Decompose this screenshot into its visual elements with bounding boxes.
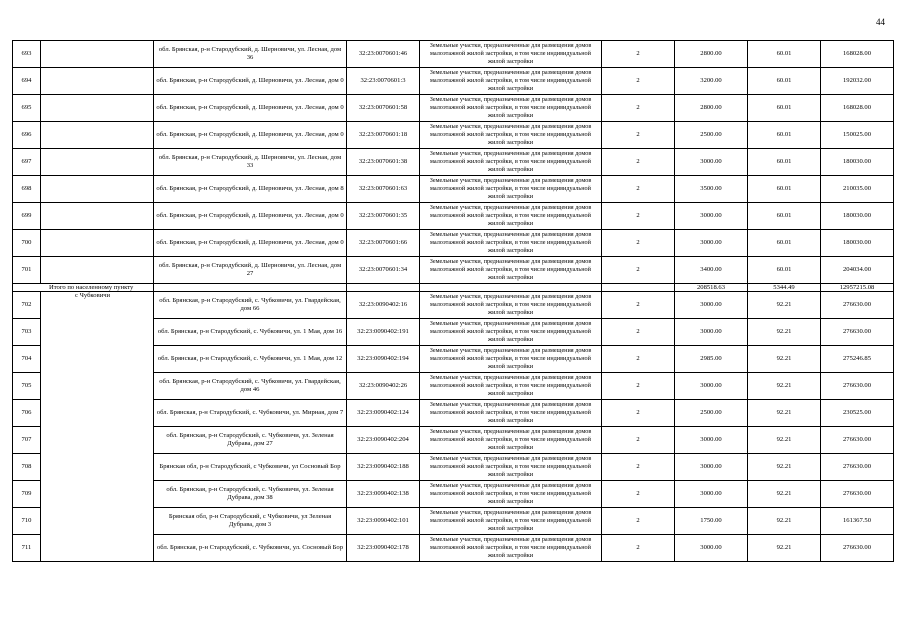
land-purpose-cell: Земельные участки, предназначенные для размещения домов малоэтажной жилой застройки, в том числе индивидуальной жилой застройки [420, 41, 602, 68]
cadastral-value-cell: 276630.00 [821, 427, 894, 454]
cadastral-value-cell: 276630.00 [821, 319, 894, 346]
rate-cell: 60.01 [748, 68, 821, 95]
table-body-shernovichi [13, 41, 894, 284]
land-purpose-cell: Земельные участки, предназначенные для размещения домов малоэтажной жилой застройки, в том числе индивидуальной жилой застройки [420, 122, 602, 149]
table-row [13, 122, 894, 149]
locality-cell [41, 41, 154, 68]
category-cell: 2 [602, 95, 675, 122]
address-cell: обл. Брянская, р-н Стародубский, д. Шерновичи, ул. Лесная, дом 8 [154, 176, 347, 203]
row-number: 695 [13, 95, 41, 122]
address-cell: обл. Брянская, р-н Стародубский, с. Чубковичи, ул. Гвардейская, дом 46 [154, 373, 347, 400]
table-row [13, 292, 894, 319]
cadastral-value-cell: 180030.00 [821, 203, 894, 230]
rate-cell: 60.01 [748, 122, 821, 149]
locality-cell [41, 176, 154, 203]
locality-cell [41, 122, 154, 149]
area-cell: 3000.00 [675, 230, 748, 257]
address-cell: обл. Брянская, р-н Стародубский, д. Шерновичи, ул. Лесная, дом 0 [154, 68, 347, 95]
category-cell: 2 [602, 346, 675, 373]
area-cell: 2985.00 [675, 346, 748, 373]
area-cell: 3200.00 [675, 68, 748, 95]
cadastral-value-cell: 276630.00 [821, 481, 894, 508]
cadastral-number-cell: 32:23:0070601:46 [347, 41, 420, 68]
row-number: 702 [13, 292, 41, 319]
cadastral-value-cell: 210035.00 [821, 176, 894, 203]
subtotal-label: Итого по населенному пункту [13, 284, 154, 292]
table-row [13, 41, 894, 68]
table-row [13, 68, 894, 95]
category-cell: 2 [602, 230, 675, 257]
locality-cell [41, 257, 154, 284]
rate-cell: 92.21 [748, 535, 821, 562]
land-purpose-cell: Земельные участки, предназначенные для размещения домов малоэтажной жилой застройки, в том числе индивидуальной жилой застройки [420, 481, 602, 508]
area-cell: 3000.00 [675, 292, 748, 319]
address-cell: Брянская обл, р-н Стародубский, с Чубковичи, ул Зеленая Дубрава, дом 3 [154, 508, 347, 535]
area-cell: 3500.00 [675, 176, 748, 203]
area-cell: 3000.00 [675, 373, 748, 400]
land-purpose-cell: Земельные участки, предназначенные для размещения домов малоэтажной жилой застройки, в том числе индивидуальной жилой застройки [420, 373, 602, 400]
cadastral-number-cell: 32:23:0090402:138 [347, 481, 420, 508]
rate-cell: 92.21 [748, 373, 821, 400]
category-cell: 2 [602, 149, 675, 176]
category-cell: 2 [602, 203, 675, 230]
cadastral-number-cell: 32:23:0070601:3 [347, 68, 420, 95]
rate-cell: 60.01 [748, 41, 821, 68]
rate-cell: 92.21 [748, 481, 821, 508]
cadastral-number-cell: 32:23:0090402:204 [347, 427, 420, 454]
category-cell: 2 [602, 257, 675, 284]
table-row [13, 230, 894, 257]
locality-cell [41, 149, 154, 176]
subtotal-empty-cell [154, 284, 347, 292]
cadastral-number-cell: 32:23:0090402:101 [347, 508, 420, 535]
cadastral-number-cell: 32:23:0070601:35 [347, 203, 420, 230]
area-cell: 1750.00 [675, 508, 748, 535]
cadastral-value-cell: 168028.00 [821, 95, 894, 122]
address-cell: обл. Брянская, р-н Стародубский, д. Шерновичи, ул. Лесная, дом 0 [154, 122, 347, 149]
address-cell: обл. Брянская, р-н Стародубский, с. Чубковичи, ул. Сосновый Бор [154, 535, 347, 562]
category-cell: 2 [602, 454, 675, 481]
address-cell: обл. Брянская, р-н Стародубский, д. Шерновичи, ул. Лесная, дом 0 [154, 230, 347, 257]
cadastral-value-cell: 276630.00 [821, 292, 894, 319]
table-row [13, 257, 894, 284]
locality-cell [41, 230, 154, 257]
rate-cell: 92.21 [748, 400, 821, 427]
category-cell: 2 [602, 535, 675, 562]
address-cell: обл. Брянская, р-н Стародубский, д. Шерновичи, ул. Лесная, дом 36 [154, 41, 347, 68]
cadastral-value-cell: 276630.00 [821, 373, 894, 400]
area-cell: 3000.00 [675, 454, 748, 481]
cadastral-number-cell: 32:23:0090402:124 [347, 400, 420, 427]
rate-cell: 92.21 [748, 292, 821, 319]
area-cell: 2500.00 [675, 122, 748, 149]
row-number: 710 [13, 508, 41, 535]
land-purpose-cell: Земельные участки, предназначенные для размещения домов малоэтажной жилой застройки, в том числе индивидуальной жилой застройки [420, 230, 602, 257]
cadastral-value-cell: 275246.85 [821, 346, 894, 373]
locality-cell [41, 203, 154, 230]
rate-cell: 60.01 [748, 230, 821, 257]
rate-cell: 60.01 [748, 149, 821, 176]
land-purpose-cell: Земельные участки, предназначенные для размещения домов малоэтажной жилой застройки, в том числе индивидуальной жилой застройки [420, 400, 602, 427]
area-cell: 3000.00 [675, 203, 748, 230]
address-cell: обл. Брянская, р-н Стародубский, с. Чубковичи, ул. Зеленая Дубрава, дом 38 [154, 481, 347, 508]
row-number: 696 [13, 122, 41, 149]
category-cell: 2 [602, 176, 675, 203]
cadastral-number-cell: 32:23:0070601:18 [347, 122, 420, 149]
row-number: 693 [13, 41, 41, 68]
cadastral-number-cell: 32:23:0070601:58 [347, 95, 420, 122]
locality-name: с Чубковичи [41, 292, 154, 562]
land-purpose-cell: Земельные участки, предназначенные для размещения домов малоэтажной жилой застройки, в том числе индивидуальной жилой застройки [420, 346, 602, 373]
cadastral-number-cell: 32:23:0070601:34 [347, 257, 420, 284]
row-number: 699 [13, 203, 41, 230]
page-number: 44 [876, 17, 885, 27]
cadastral-number-cell: 32:23:0090402:188 [347, 454, 420, 481]
rate-cell: 92.21 [748, 346, 821, 373]
land-purpose-cell: Земельные участки, предназначенные для размещения домов малоэтажной жилой застройки, в том числе индивидуальной жилой застройки [420, 454, 602, 481]
address-cell: Брянская обл, р-н Стародубский, с Чубковичи, ул Сосновый Бор [154, 454, 347, 481]
cadastral-number-cell: 32:23:0070601:38 [347, 149, 420, 176]
table-row [13, 203, 894, 230]
area-cell: 3400.00 [675, 257, 748, 284]
row-number: 701 [13, 257, 41, 284]
area-cell: 3000.00 [675, 535, 748, 562]
locality-cell [41, 95, 154, 122]
address-cell: обл. Брянская, р-н Стародубский, д. Шерновичи, ул. Лесная, дом 0 [154, 203, 347, 230]
cadastral-value-cell: 276630.00 [821, 454, 894, 481]
cadastral-value-cell: 276630.00 [821, 535, 894, 562]
cadastral-number-cell: 32:23:0090402:178 [347, 535, 420, 562]
land-purpose-cell: Земельные участки, предназначенные для размещения домов малоэтажной жилой застройки, в том числе индивидуальной жилой застройки [420, 95, 602, 122]
row-number: 700 [13, 230, 41, 257]
category-cell: 2 [602, 427, 675, 454]
category-cell: 2 [602, 68, 675, 95]
cadastral-value-cell: 192032.00 [821, 68, 894, 95]
rate-cell: 92.21 [748, 427, 821, 454]
row-number: 697 [13, 149, 41, 176]
area-cell: 3000.00 [675, 427, 748, 454]
cadastral-number-cell: 32:23:0090402:194 [347, 346, 420, 373]
rate-cell: 60.01 [748, 257, 821, 284]
area-cell: 2800.00 [675, 41, 748, 68]
row-number: 711 [13, 535, 41, 562]
category-cell: 2 [602, 481, 675, 508]
rate-cell: 60.01 [748, 95, 821, 122]
land-purpose-cell: Земельные участки, предназначенные для размещения домов малоэтажной жилой застройки, в том числе индивидуальной жилой застройки [420, 68, 602, 95]
address-cell: обл. Брянская, р-н Стародубский, с. Чубковичи, ул. 1 Мая, дом 12 [154, 346, 347, 373]
area-cell: 3000.00 [675, 149, 748, 176]
land-purpose-cell: Земельные участки, предназначенные для размещения домов малоэтажной жилой застройки, в том числе индивидуальной жилой застройки [420, 508, 602, 535]
cadastral-number-cell: 32:23:0090402:191 [347, 319, 420, 346]
subtotal-rate: 5344.49 [748, 284, 821, 292]
row-number: 704 [13, 346, 41, 373]
table-subtotal [13, 284, 894, 292]
locality-cell [41, 68, 154, 95]
address-cell: обл. Брянская, р-н Стародубский, с. Чубковичи, ул. Зеленая Дубрава, дом 27 [154, 427, 347, 454]
category-cell: 2 [602, 508, 675, 535]
category-cell: 2 [602, 319, 675, 346]
cadastral-value-cell: 180030.00 [821, 230, 894, 257]
subtotal-empty-cell [602, 284, 675, 292]
category-cell: 2 [602, 400, 675, 427]
table-body-chubkovichi [13, 292, 894, 562]
subtotal-empty-cell [420, 284, 602, 292]
row-number: 694 [13, 68, 41, 95]
row-number: 705 [13, 373, 41, 400]
category-cell: 2 [602, 292, 675, 319]
table-row [13, 176, 894, 203]
land-purpose-cell: Земельные участки, предназначенные для размещения домов малоэтажной жилой застройки, в том числе индивидуальной жилой застройки [420, 203, 602, 230]
category-cell: 2 [602, 373, 675, 400]
land-purpose-cell: Земельные участки, предназначенные для размещения домов малоэтажной жилой застройки, в том числе индивидуальной жилой застройки [420, 149, 602, 176]
land-purpose-cell: Земельные участки, предназначенные для размещения домов малоэтажной жилой застройки, в том числе индивидуальной жилой застройки [420, 535, 602, 562]
rate-cell: 92.21 [748, 508, 821, 535]
subtotal-value: 12957215.08 [821, 284, 894, 292]
address-cell: обл. Брянская, р-н Стародубский, д. Шерновичи, ул. Лесная, дом 0 [154, 95, 347, 122]
land-purpose-cell: Земельные участки, предназначенные для размещения домов малоэтажной жилой застройки, в том числе индивидуальной жилой застройки [420, 257, 602, 284]
table-row [13, 95, 894, 122]
cadastral-number-cell: 32:23:0090402:26 [347, 373, 420, 400]
area-cell: 2800.00 [675, 95, 748, 122]
subtotal-row [13, 284, 894, 292]
cadastral-value-cell: 161367.50 [821, 508, 894, 535]
subtotal-empty-cell [347, 284, 420, 292]
cadastral-value-cell: 204034.00 [821, 257, 894, 284]
cadastral-value-cell: 150025.00 [821, 122, 894, 149]
cadastral-value-cell: 168028.00 [821, 41, 894, 68]
subtotal-area: 208518.63 [675, 284, 748, 292]
land-purpose-cell: Земельные участки, предназначенные для размещения домов малоэтажной жилой застройки, в том числе индивидуальной жилой застройки [420, 292, 602, 319]
cadastral-number-cell: 32:23:0090402:16 [347, 292, 420, 319]
cadastral-value-cell: 230525.00 [821, 400, 894, 427]
row-number: 708 [13, 454, 41, 481]
cadastral-number-cell: 32:23:0070601:63 [347, 176, 420, 203]
cadastral-number-cell: 32:23:0070601:66 [347, 230, 420, 257]
address-cell: обл. Брянская, р-н Стародубский, с. Чубковичи, ул. Гвардейская, дом 66 [154, 292, 347, 319]
rate-cell: 92.21 [748, 454, 821, 481]
cadastral-value-cell: 180030.00 [821, 149, 894, 176]
area-cell: 3000.00 [675, 481, 748, 508]
area-cell: 2500.00 [675, 400, 748, 427]
cadastral-value-table [12, 40, 894, 562]
rate-cell: 60.01 [748, 203, 821, 230]
address-cell: обл. Брянская, р-н Стародубский, д. Шерновичи, ул. Лесная, дом 33 [154, 149, 347, 176]
category-cell: 2 [602, 41, 675, 68]
row-number: 709 [13, 481, 41, 508]
row-number: 707 [13, 427, 41, 454]
rate-cell: 60.01 [748, 176, 821, 203]
table-row [13, 149, 894, 176]
land-purpose-cell: Земельные участки, предназначенные для размещения домов малоэтажной жилой застройки, в том числе индивидуальной жилой застройки [420, 176, 602, 203]
address-cell: обл. Брянская, р-н Стародубский, д. Шерновичи, ул. Лесная, дом 27 [154, 257, 347, 284]
address-cell: обл. Брянская, р-н Стародубский, с. Чубковичи, ул. Мирная, дом 7 [154, 400, 347, 427]
row-number: 698 [13, 176, 41, 203]
land-purpose-cell: Земельные участки, предназначенные для размещения домов малоэтажной жилой застройки, в том числе индивидуальной жилой застройки [420, 319, 602, 346]
address-cell: обл. Брянская, р-н Стародубский, с. Чубковичи, ул. 1 Мая, дом 16 [154, 319, 347, 346]
land-purpose-cell: Земельные участки, предназначенные для размещения домов малоэтажной жилой застройки, в том числе индивидуальной жилой застройки [420, 427, 602, 454]
row-number: 703 [13, 319, 41, 346]
area-cell: 3000.00 [675, 319, 748, 346]
category-cell: 2 [602, 122, 675, 149]
rate-cell: 92.21 [748, 319, 821, 346]
row-number: 706 [13, 400, 41, 427]
